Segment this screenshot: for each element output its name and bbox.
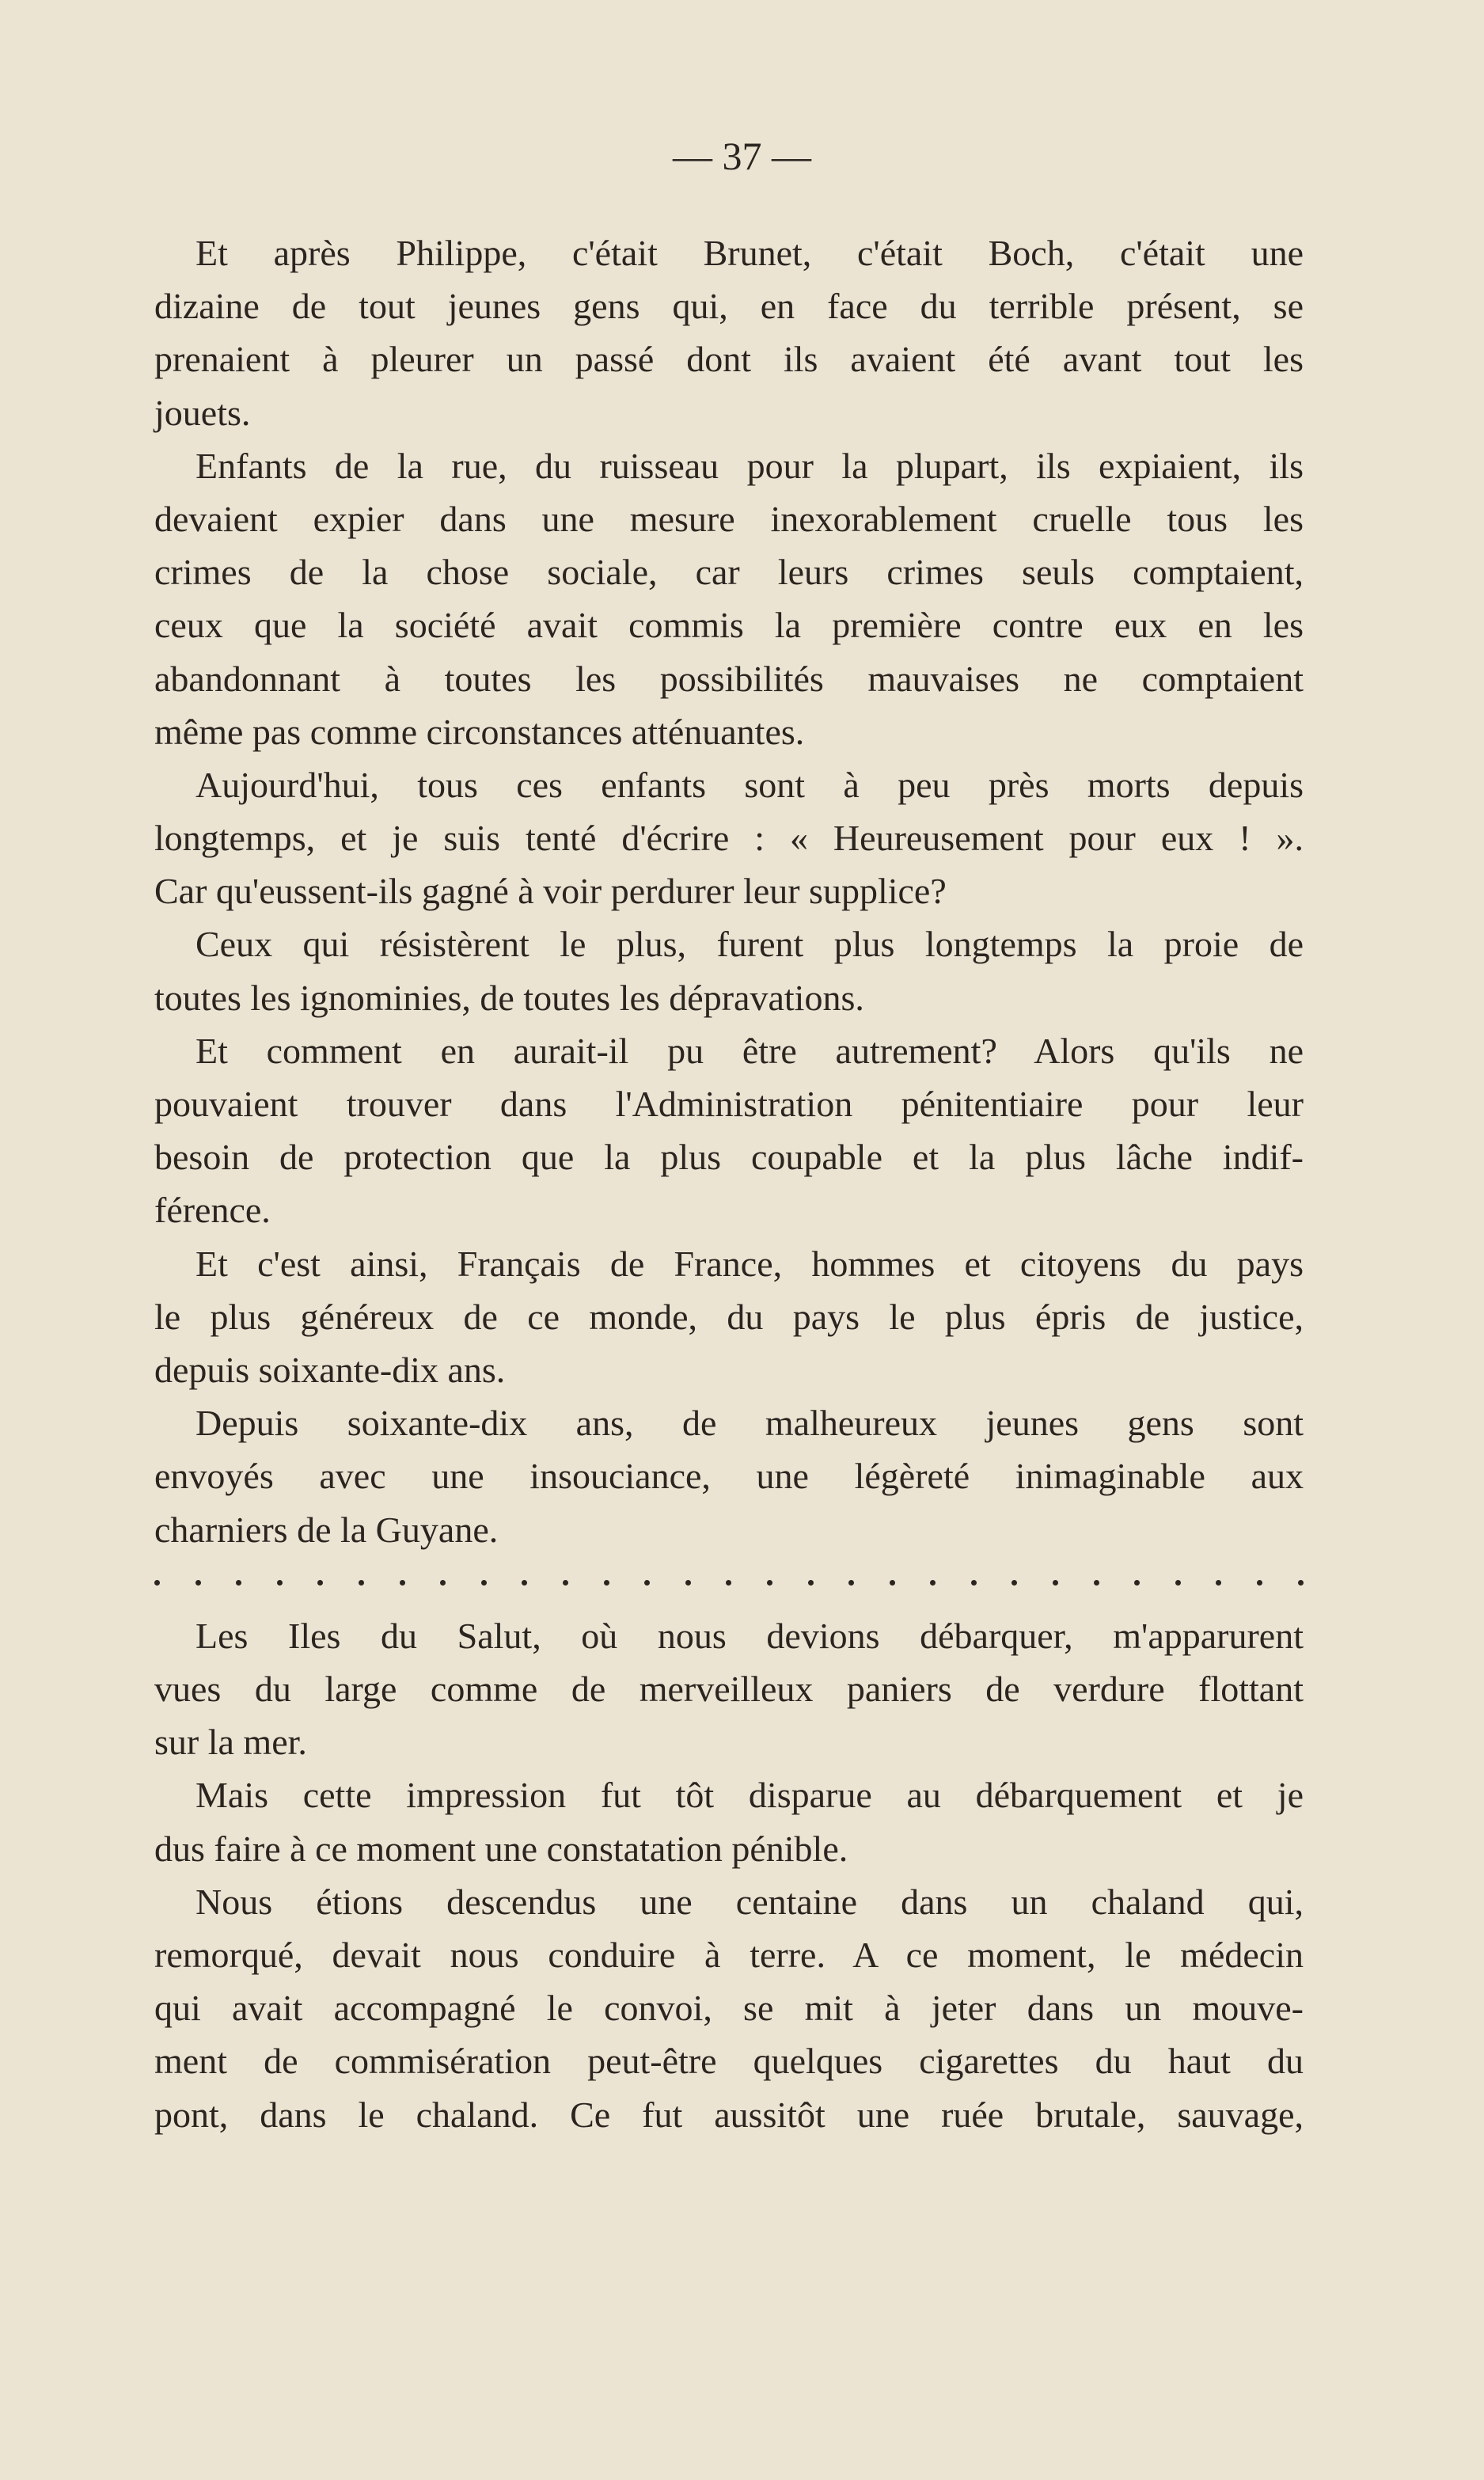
text-line: dus faire à ce moment une constatation pénible. xyxy=(154,1828,848,1869)
text-line: ceux que la société avait commis la première contre eux en les xyxy=(154,605,1304,646)
separator-dot xyxy=(195,1580,201,1586)
separator-dot xyxy=(685,1580,691,1586)
text-line: Et comment en aurait-il pu être autrement? Alors qu'ils ne xyxy=(195,1030,1304,1071)
separator-dot xyxy=(644,1580,650,1586)
text-line: pont, dans le chaland. Ce fut aussitôt une ruée brutale, sauvage, xyxy=(154,2094,1304,2135)
text-line: Mais cette impression fut tôt disparue au débarquement et je xyxy=(195,1775,1304,1816)
text-line: remorqué, devait nous conduire à terre. A ce moment, le médecin xyxy=(154,1935,1304,1975)
text-line: dizaine de tout jeunes gens qui, en face du terrible présent, se xyxy=(154,286,1304,327)
text-line: pouvaient trouver dans l'Administration pénitentiaire pour leur xyxy=(154,1084,1304,1124)
separator-dot xyxy=(1134,1580,1140,1586)
text-line: Aujourd'hui, tous ces enfants sont à peu près morts depuis xyxy=(195,764,1304,805)
text-line: férence. xyxy=(154,1190,271,1231)
separator-dot xyxy=(563,1580,568,1586)
separator-dot xyxy=(481,1580,487,1586)
separator-dot xyxy=(1216,1580,1221,1586)
separator-dot xyxy=(848,1580,854,1586)
separator-dot xyxy=(440,1580,446,1586)
text-line: même pas comme circonstances atténuantes. xyxy=(154,711,805,752)
text-line: le plus généreux de ce monde, du pays le plus épris de justice, xyxy=(154,1296,1304,1337)
separator-dot xyxy=(277,1580,283,1586)
text-line: charniers de la Guyane. xyxy=(154,1509,499,1550)
text-line: depuis soixante-dix ans. xyxy=(154,1349,506,1390)
separator-dot xyxy=(154,1580,160,1586)
text-line: Les Iles du Salut, où nous devions débarquer, m'apparurent xyxy=(195,1615,1304,1656)
page-number: — 37 — xyxy=(673,134,811,178)
text-line: Ceux qui résistèrent le plus, furent plus longtemps la proie de xyxy=(195,924,1304,965)
separator-dot xyxy=(400,1580,405,1586)
text-line: vues du large comme de merveilleux paniers de verdure flottant xyxy=(154,1669,1304,1710)
section-separator-dots xyxy=(154,1556,1304,1609)
separator-dot xyxy=(726,1580,731,1586)
separator-dot xyxy=(1053,1580,1058,1586)
separator-dot xyxy=(1298,1580,1304,1586)
text-line: devaient expier dans une mesure inexorablement cruelle tous les xyxy=(154,498,1304,539)
separator-dot xyxy=(317,1580,323,1586)
separator-dot xyxy=(1257,1580,1262,1586)
text-line: Depuis soixante-dix ans, de malheureux jeunes gens sont xyxy=(195,1403,1304,1444)
text-line: prenaient à pleurer un passé dont ils avaient été avant tout les xyxy=(154,339,1304,380)
text-line: abandonnant à toutes les possibilités mauvaises ne comptaient xyxy=(154,658,1304,699)
body-text xyxy=(154,226,1304,2141)
text-line: ment de commisération peut-être quelques cigarettes du haut du xyxy=(154,2041,1304,2082)
separator-dot xyxy=(236,1580,241,1586)
separator-dot xyxy=(1175,1580,1181,1586)
separator-dot xyxy=(808,1580,814,1586)
text-line: Enfants de la rue, du ruisseau pour la plupart, ils expiaient, ils xyxy=(195,445,1304,486)
separator-dot xyxy=(359,1580,364,1586)
separator-dot xyxy=(522,1580,527,1586)
text-line: crimes de la chose sociale, car leurs crimes seuls comptaient, xyxy=(154,552,1304,593)
text-line: besoin de protection que la plus coupable et la plus lâche indif- xyxy=(154,1137,1304,1178)
text-line: qui avait accompagné le convoi, se mit à jeter dans un mouve- xyxy=(154,1988,1304,2029)
text-line: envoyés avec une insouciance, une légèreté inimaginable aux xyxy=(154,1456,1304,1497)
separator-dot xyxy=(604,1580,609,1586)
text-line: Car qu'eussent-ils gagné à voir perdurer leur supplice? xyxy=(154,871,947,912)
text-line: toutes les ignominies, de toutes les dépravations. xyxy=(154,977,864,1018)
text-line: longtemps, et je suis tenté d'écrire : « Heureusement pour eux ! ». xyxy=(154,818,1304,859)
separator-dot xyxy=(767,1580,772,1586)
text-line: sur la mer. xyxy=(154,1722,307,1763)
separator-dot xyxy=(1094,1580,1099,1586)
separator-dot xyxy=(890,1580,895,1586)
text-line: jouets. xyxy=(154,392,251,433)
separator-dot xyxy=(971,1580,977,1586)
text-line: Et après Philippe, c'était Brunet, c'était Boch, c'était une xyxy=(195,233,1304,273)
separator-dot xyxy=(930,1580,936,1586)
separator-dot xyxy=(1011,1580,1017,1586)
text-line: Nous étions descendus une centaine dans un chaland qui, xyxy=(195,1881,1304,1922)
text-line: Et c'est ainsi, Français de France, hommes et citoyens du pays xyxy=(195,1243,1304,1284)
